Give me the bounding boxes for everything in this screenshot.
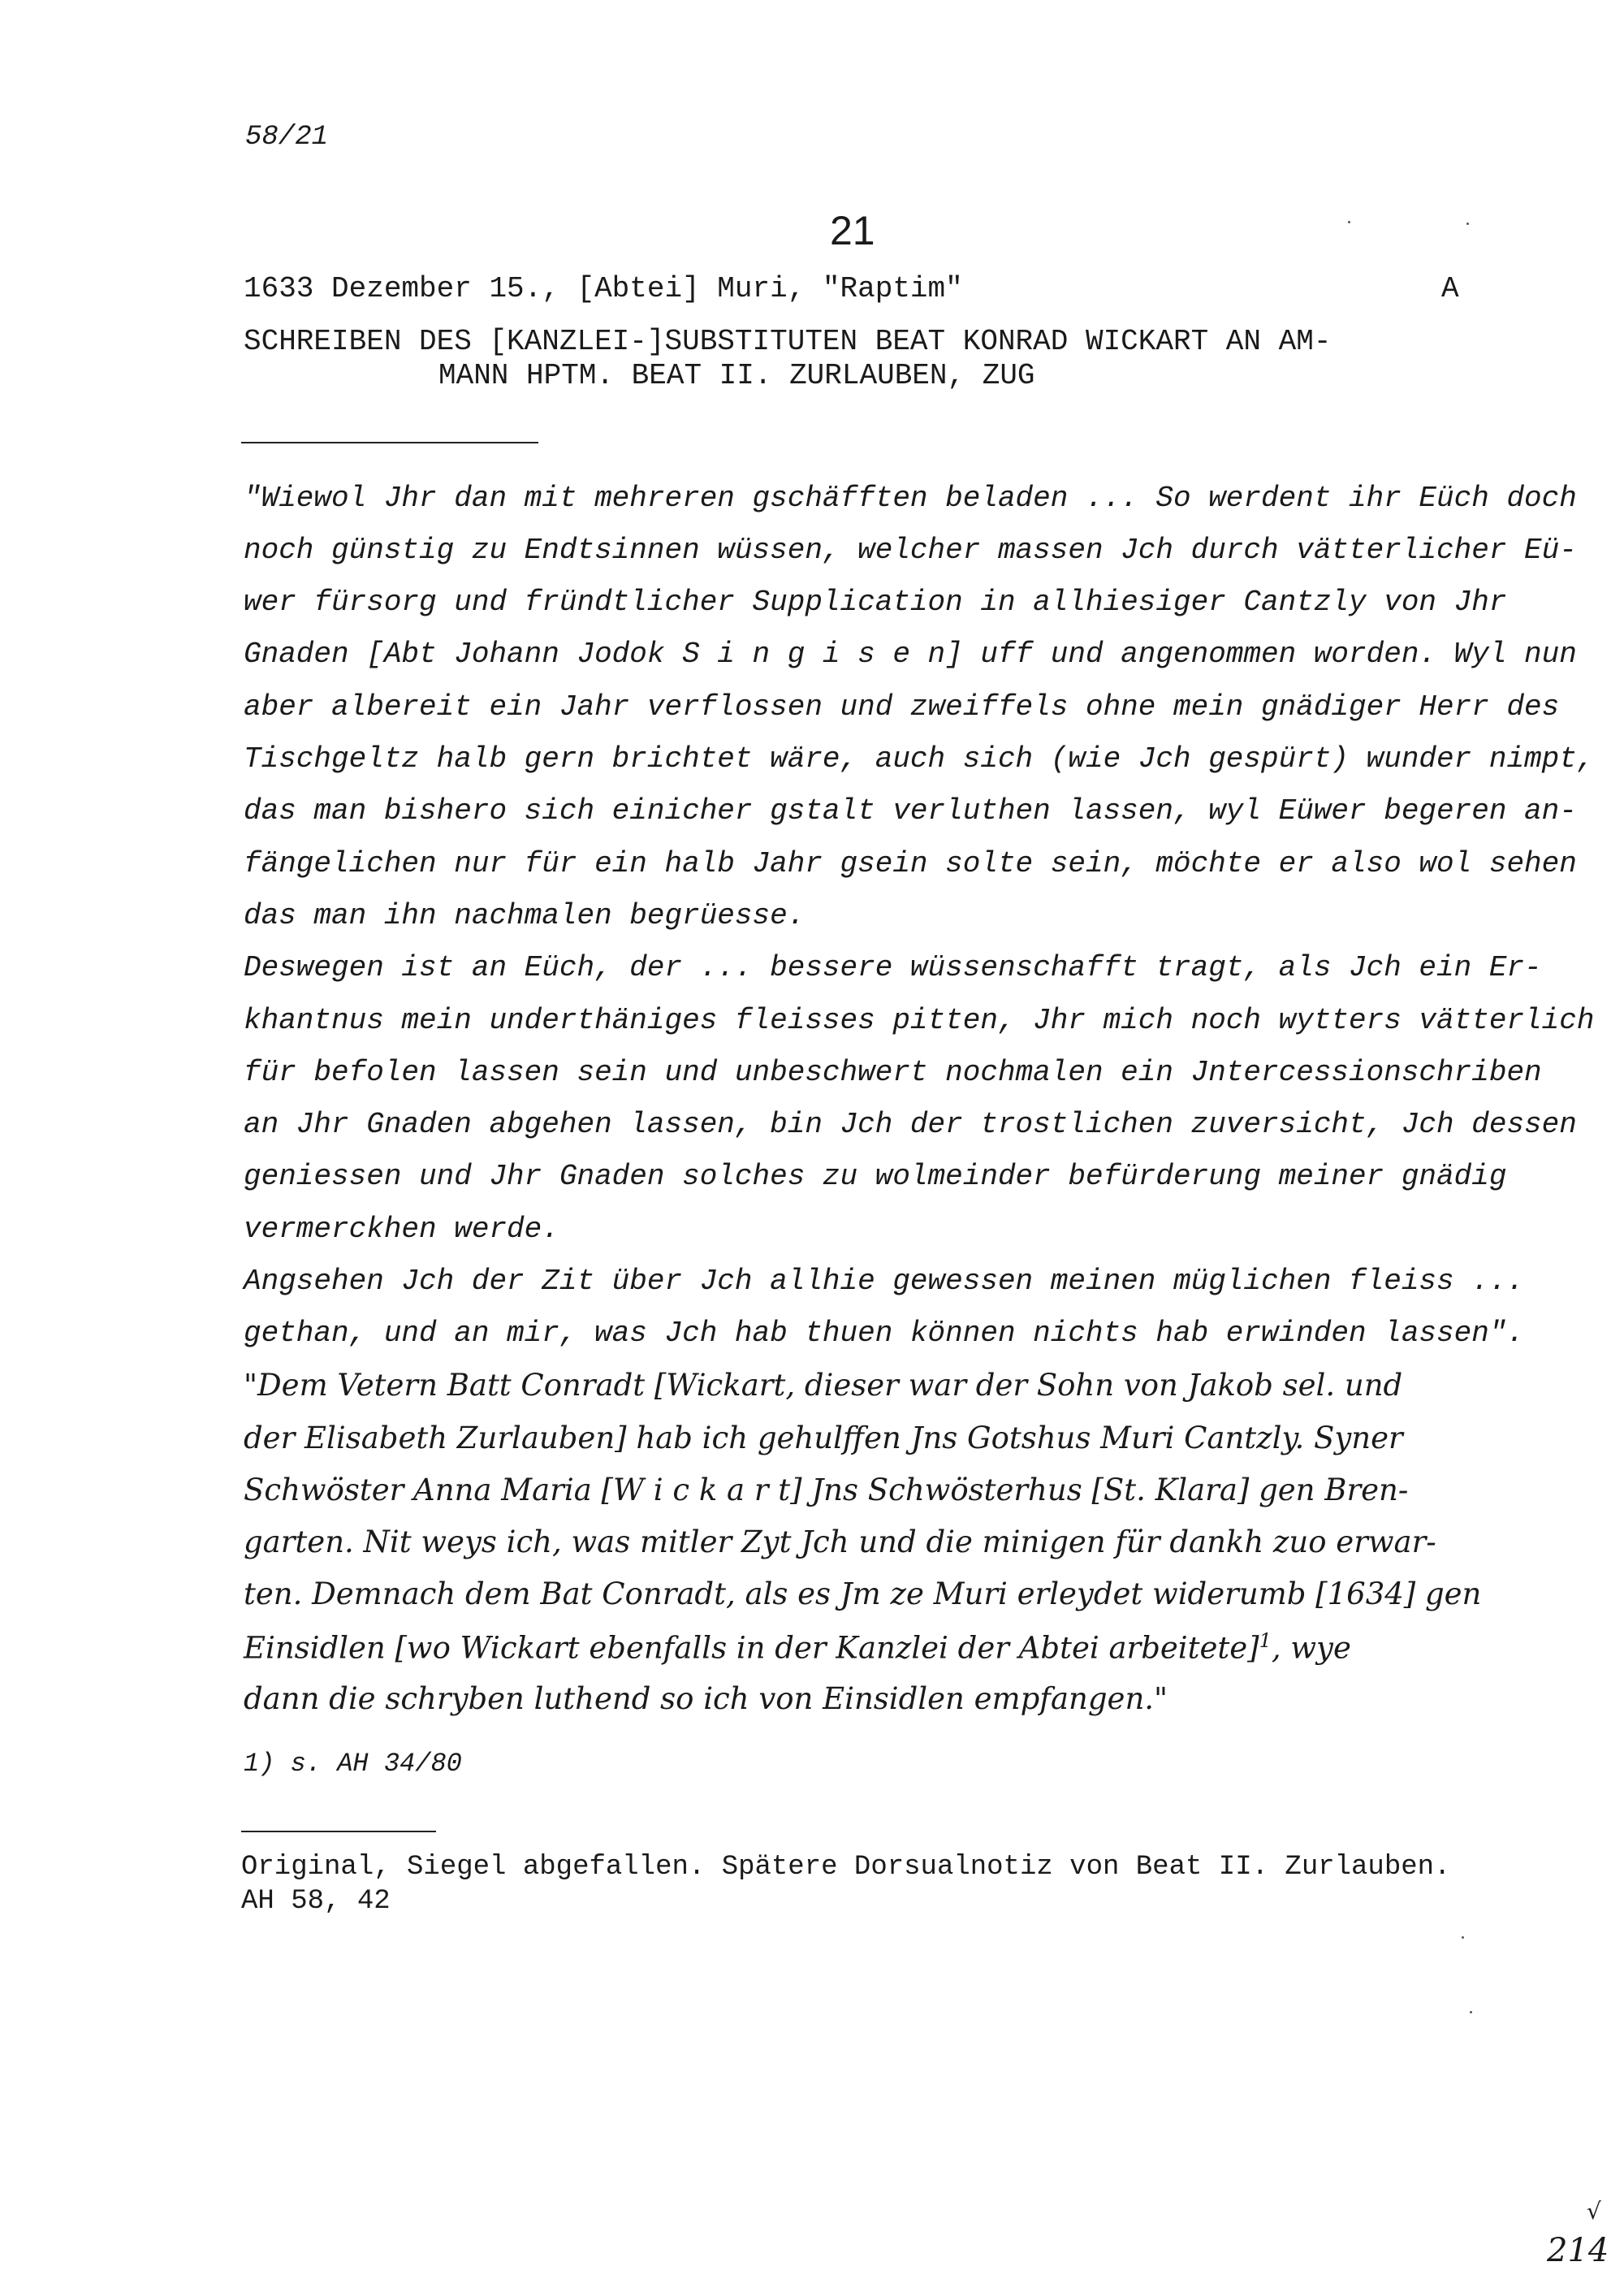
body-line: gethan, und an mir, was Jch hab thuen können nichts hab erwinden lassen". (244, 1317, 1525, 1350)
body-line: fängelichen nur für ein halb Jahr gsein solte sein, möchte er also wol sehen (244, 847, 1577, 880)
body-line (244, 1629, 1351, 1665)
body-line: "Wiewol Jhr dan mit mehreren gschäfften beladen ... So werdent ihr Eüch doch (244, 482, 1577, 515)
body-line: Deswegen ist an Eüch, der ... bessere wüssenschafft tragt, als Jch ein Er- (244, 951, 1542, 984)
body-line: Angsehen Jch der Zit über Jch allhie gewessen meinen müglichen fleiss ... (244, 1265, 1525, 1298)
top-divider (241, 442, 538, 443)
body-line: wer fürsorg und fründtlicher Supplication in allhiesiger Cantzly von Jhr (244, 586, 1507, 619)
body-line: das man bishero sich einicher gstalt verluthen lassen, wyl Eüwer begeren an- (244, 794, 1577, 828)
scan-speck (1470, 2011, 1472, 2013)
body-line: geniessen und Jhr Gnaden solches zu wolmeinder befürderung meiner gnädig (244, 1160, 1507, 1193)
body-line: "Dem Vetern Batt Conradt [Wickart, dieser war der Sohn von Jakob sel. und (244, 1368, 1403, 1403)
body-line-text: Einsidlen [wo Wickart ebenfalls in der Kanzlei der Abtei arbeitete] (244, 1630, 1259, 1666)
document-reference: 58/21 (245, 122, 329, 153)
handwritten-page-number: 214 (1547, 2232, 1609, 2269)
bottom-divider (241, 1831, 436, 1832)
body-line: noch günstig zu Endtsinnen wüssen, welcher massen Jch durch vätterlicher Eü- (244, 534, 1577, 567)
classification-letter: A (1441, 272, 1459, 305)
source-note-line-2: AH 58, 42 (241, 1886, 391, 1917)
body-line: dann die schryben luthend so ich von Einsidlen empfangen." (244, 1681, 1168, 1716)
body-line: an Jhr Gnaden abgehen lassen, bin Jch der trostlichen zuversicht, Jch dessen (244, 1108, 1577, 1141)
body-line: Gnaden [Abt Johann Jodok S i n g i s e n] uff und angenommen worden. Wyl nun (244, 638, 1577, 671)
scan-speck (1466, 223, 1469, 225)
body-line: Schwöster Anna Maria [W i c k a r t] Jns Schwösterhus [St. Klara] gen Bren- (244, 1472, 1409, 1507)
body-line: das man ihn nachmalen begrüesse. (244, 899, 806, 932)
body-line: für befolen lassen sein und unbeschwert nochmalen ein Jntercessionschriben (244, 1056, 1542, 1089)
footnote: 1) s. AH 34/80 (244, 1749, 462, 1779)
body-line: ten. Demnach dem Bat Conradt, als es Jm ze Muri erleydet widerumb [1634] gen (244, 1576, 1482, 1611)
body-line: der Elisabeth Zurlauben] hab ich gehulffen Jns Gotshus Muri Cantzly. Syner (244, 1421, 1403, 1455)
title-line-2: MANN HPTM. BEAT II. ZURLAUBEN, ZUG (438, 359, 1035, 392)
document-number: 21 (830, 208, 875, 253)
body-line: vermerckhen werde. (244, 1213, 559, 1246)
body-line: khantnus mein underthäniges fleisses pitten, Jhr mich noch wytters vätterlich (244, 1004, 1595, 1037)
scan-speck (1348, 221, 1350, 223)
body-line: aber albereit ein Jahr verflossen und zweiffels ohne mein gnädiger Herr des (244, 690, 1560, 724)
source-note-line-1: Original, Siegel abgefallen. Spätere Dorsualnotiz von Beat II. Zurlauben. (241, 1852, 1451, 1883)
body-line-text: , wye (1271, 1630, 1351, 1666)
body-line: garten. Nit weys ich, was mitler Zyt Jch und die minigen für dankh zuo erwar- (244, 1524, 1436, 1559)
body-line: Tischgeltz halb gern brichtet wäre, auch sich (wie Jch gespürt) wunder nimpt, (244, 742, 1595, 776)
footnote-marker: 1 (1259, 1629, 1272, 1652)
scan-speck (1462, 1936, 1464, 1939)
check-mark: √ (1587, 2198, 1601, 2225)
title-line-1: SCHREIBEN DES [KANZLEI-]SUBSTITUTEN BEAT KONRAD WICKART AN AM- (244, 325, 1332, 358)
date-line: 1633 Dezember 15., [Abtei] Muri, "Raptim" (244, 272, 963, 305)
